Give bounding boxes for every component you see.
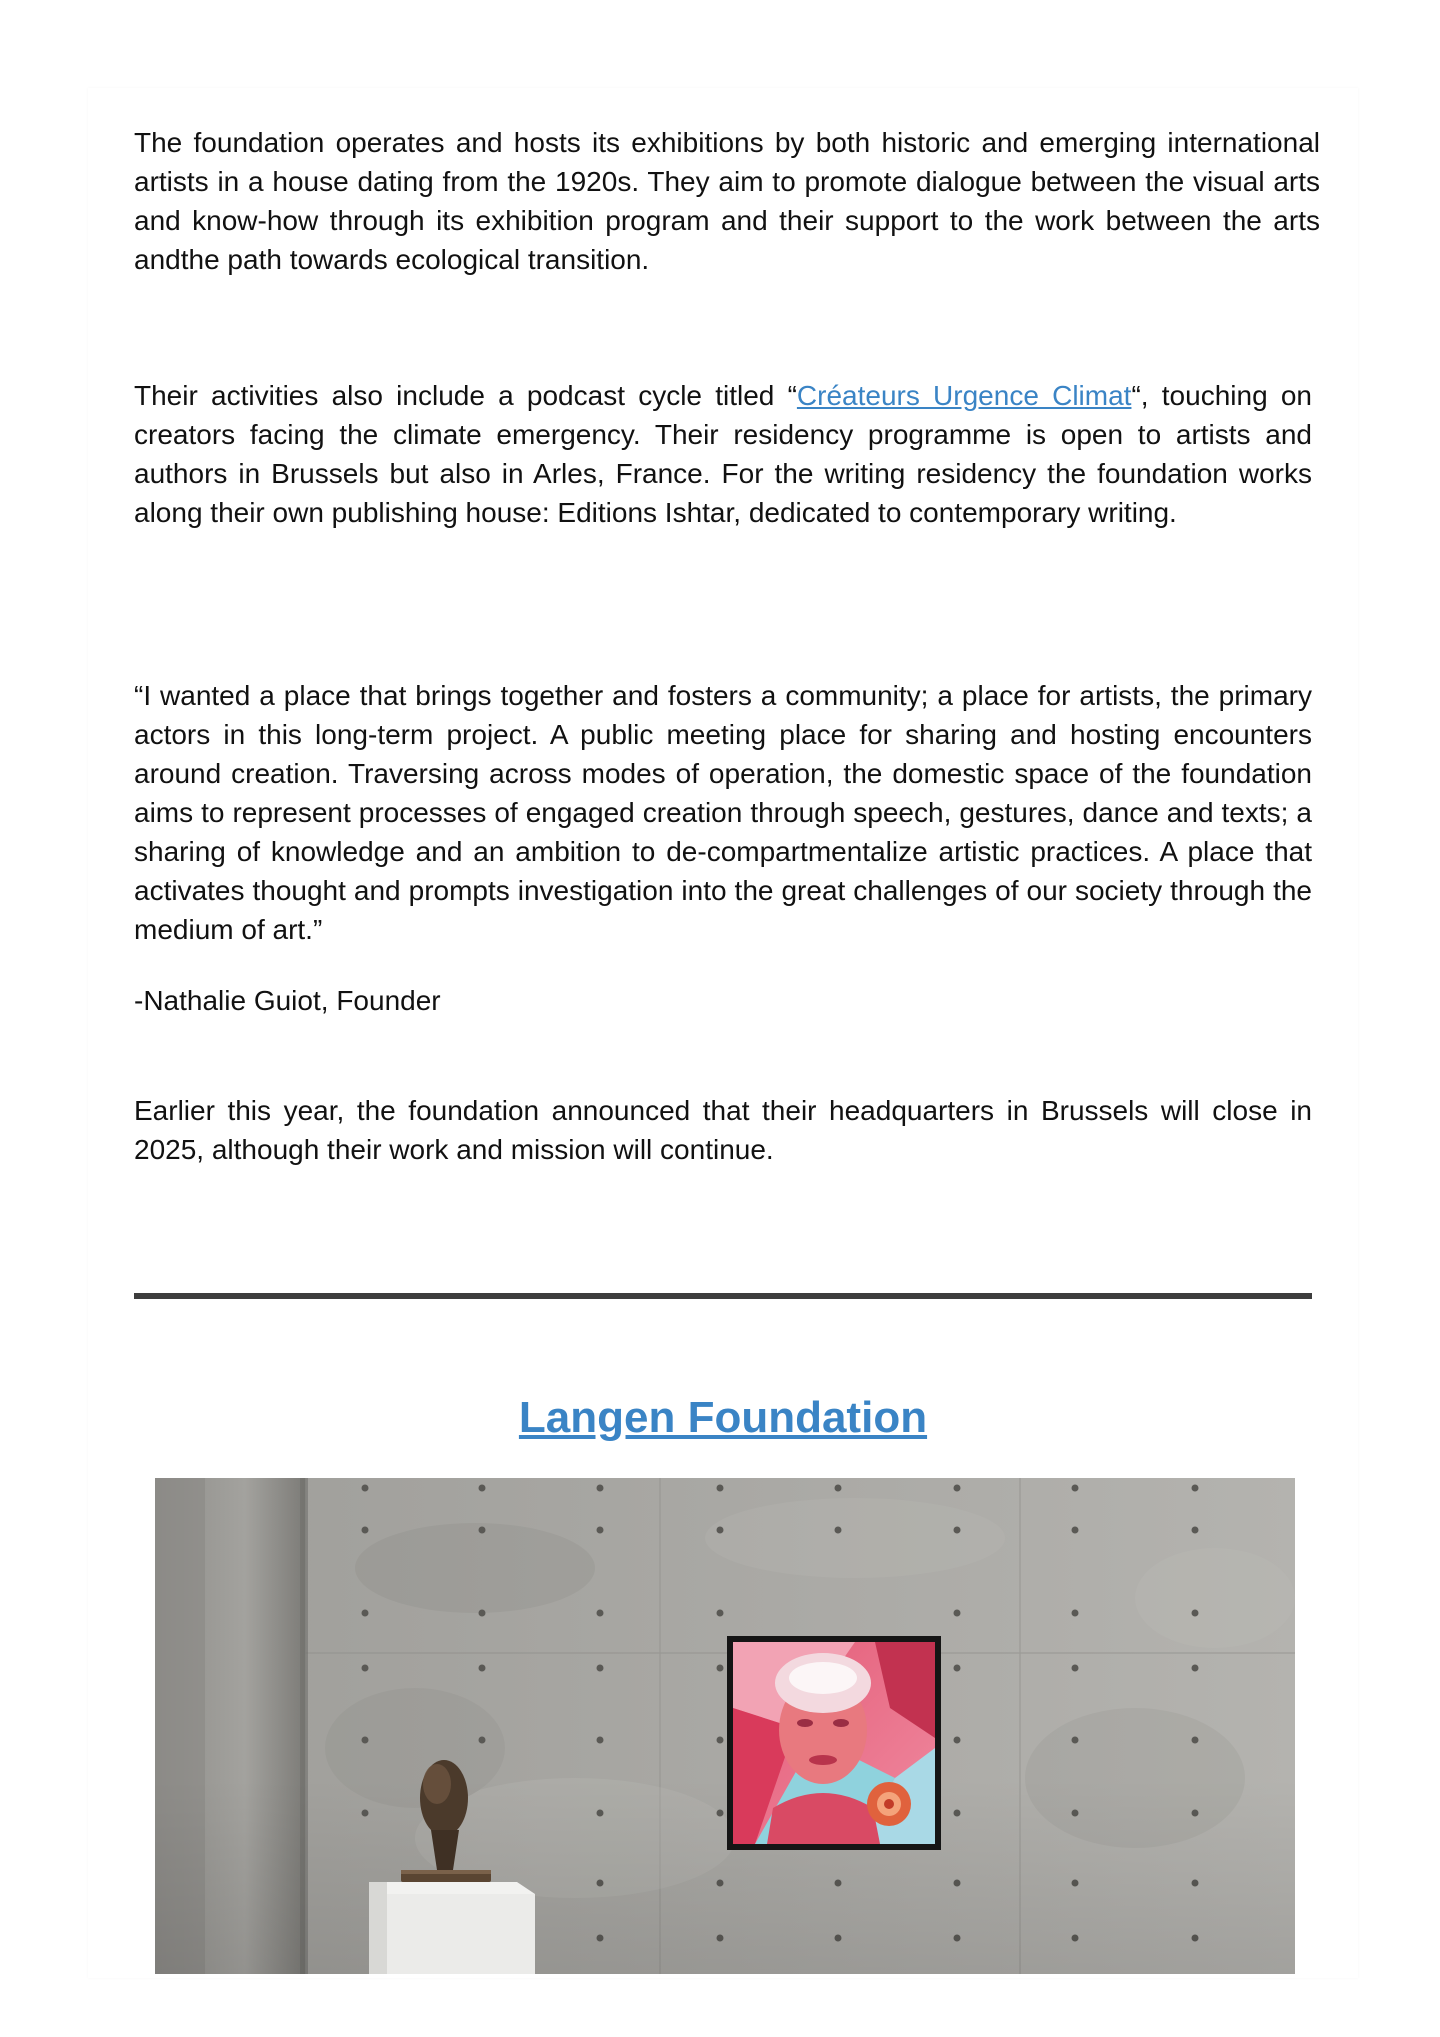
section-divider [134, 1293, 1312, 1299]
section-heading [134, 1388, 1312, 1448]
gallery-photo-svg [155, 1478, 1295, 1974]
langen-foundation-link[interactable]: Langen Foundation [518, 1393, 928, 1442]
gallery-photo[interactable] [155, 1478, 1295, 1974]
founder-quote: “I wanted a place that brings together and fosters a community; a place for artists, the primary actors in this long-term project. A public meeting place for sharing and hosting encounters around creation. Traversing across modes of operation, the domestic space of the foundation aims to represent processes of engaged creation through speech, gestures, dance and texts; a sharing of knowledge and an ambition to de-compartmentalize artistic practices. A place that activates thought and prompts investigation into the great challenges of our society through the medium of art.” [134, 680, 1312, 945]
white-plinth [369, 1882, 535, 1974]
article-paragraph-closing: Earlier this year, the foundation announced that their headquarters in Brussels will close in 2025, although their work and mission will continue. [134, 1095, 1312, 1165]
article-paragraph: The foundation operates and hosts its exhibitions by both historic and emerging international artists in a house dating from the 1920s. They aim to promote dialogue between the visual arts and know-how through its exhibition program and their support to the work between the arts andthe path towards ecological transition. [134, 127, 1320, 275]
podcast-link[interactable]: Créateurs Urgence Climat [796, 380, 1132, 411]
article-paragraph-podcast [134, 376, 1312, 532]
paragraph-text-before-link: Their activities also include a podcast cycle titled “ [134, 380, 797, 411]
quote-attribution: -Nathalie Guiot, Founder [134, 985, 441, 1016]
paragraph-text-after-link: “, touching on creators facing the climate emergency. Their residency programme is open to artists and authors in Brussels but also in Arles, France. For the writing residency the foundation works along their own publishing house: Editions Ishtar, dedicated to contemporary writing. [134, 380, 1312, 528]
framed-portrait-painting [727, 1636, 941, 1850]
